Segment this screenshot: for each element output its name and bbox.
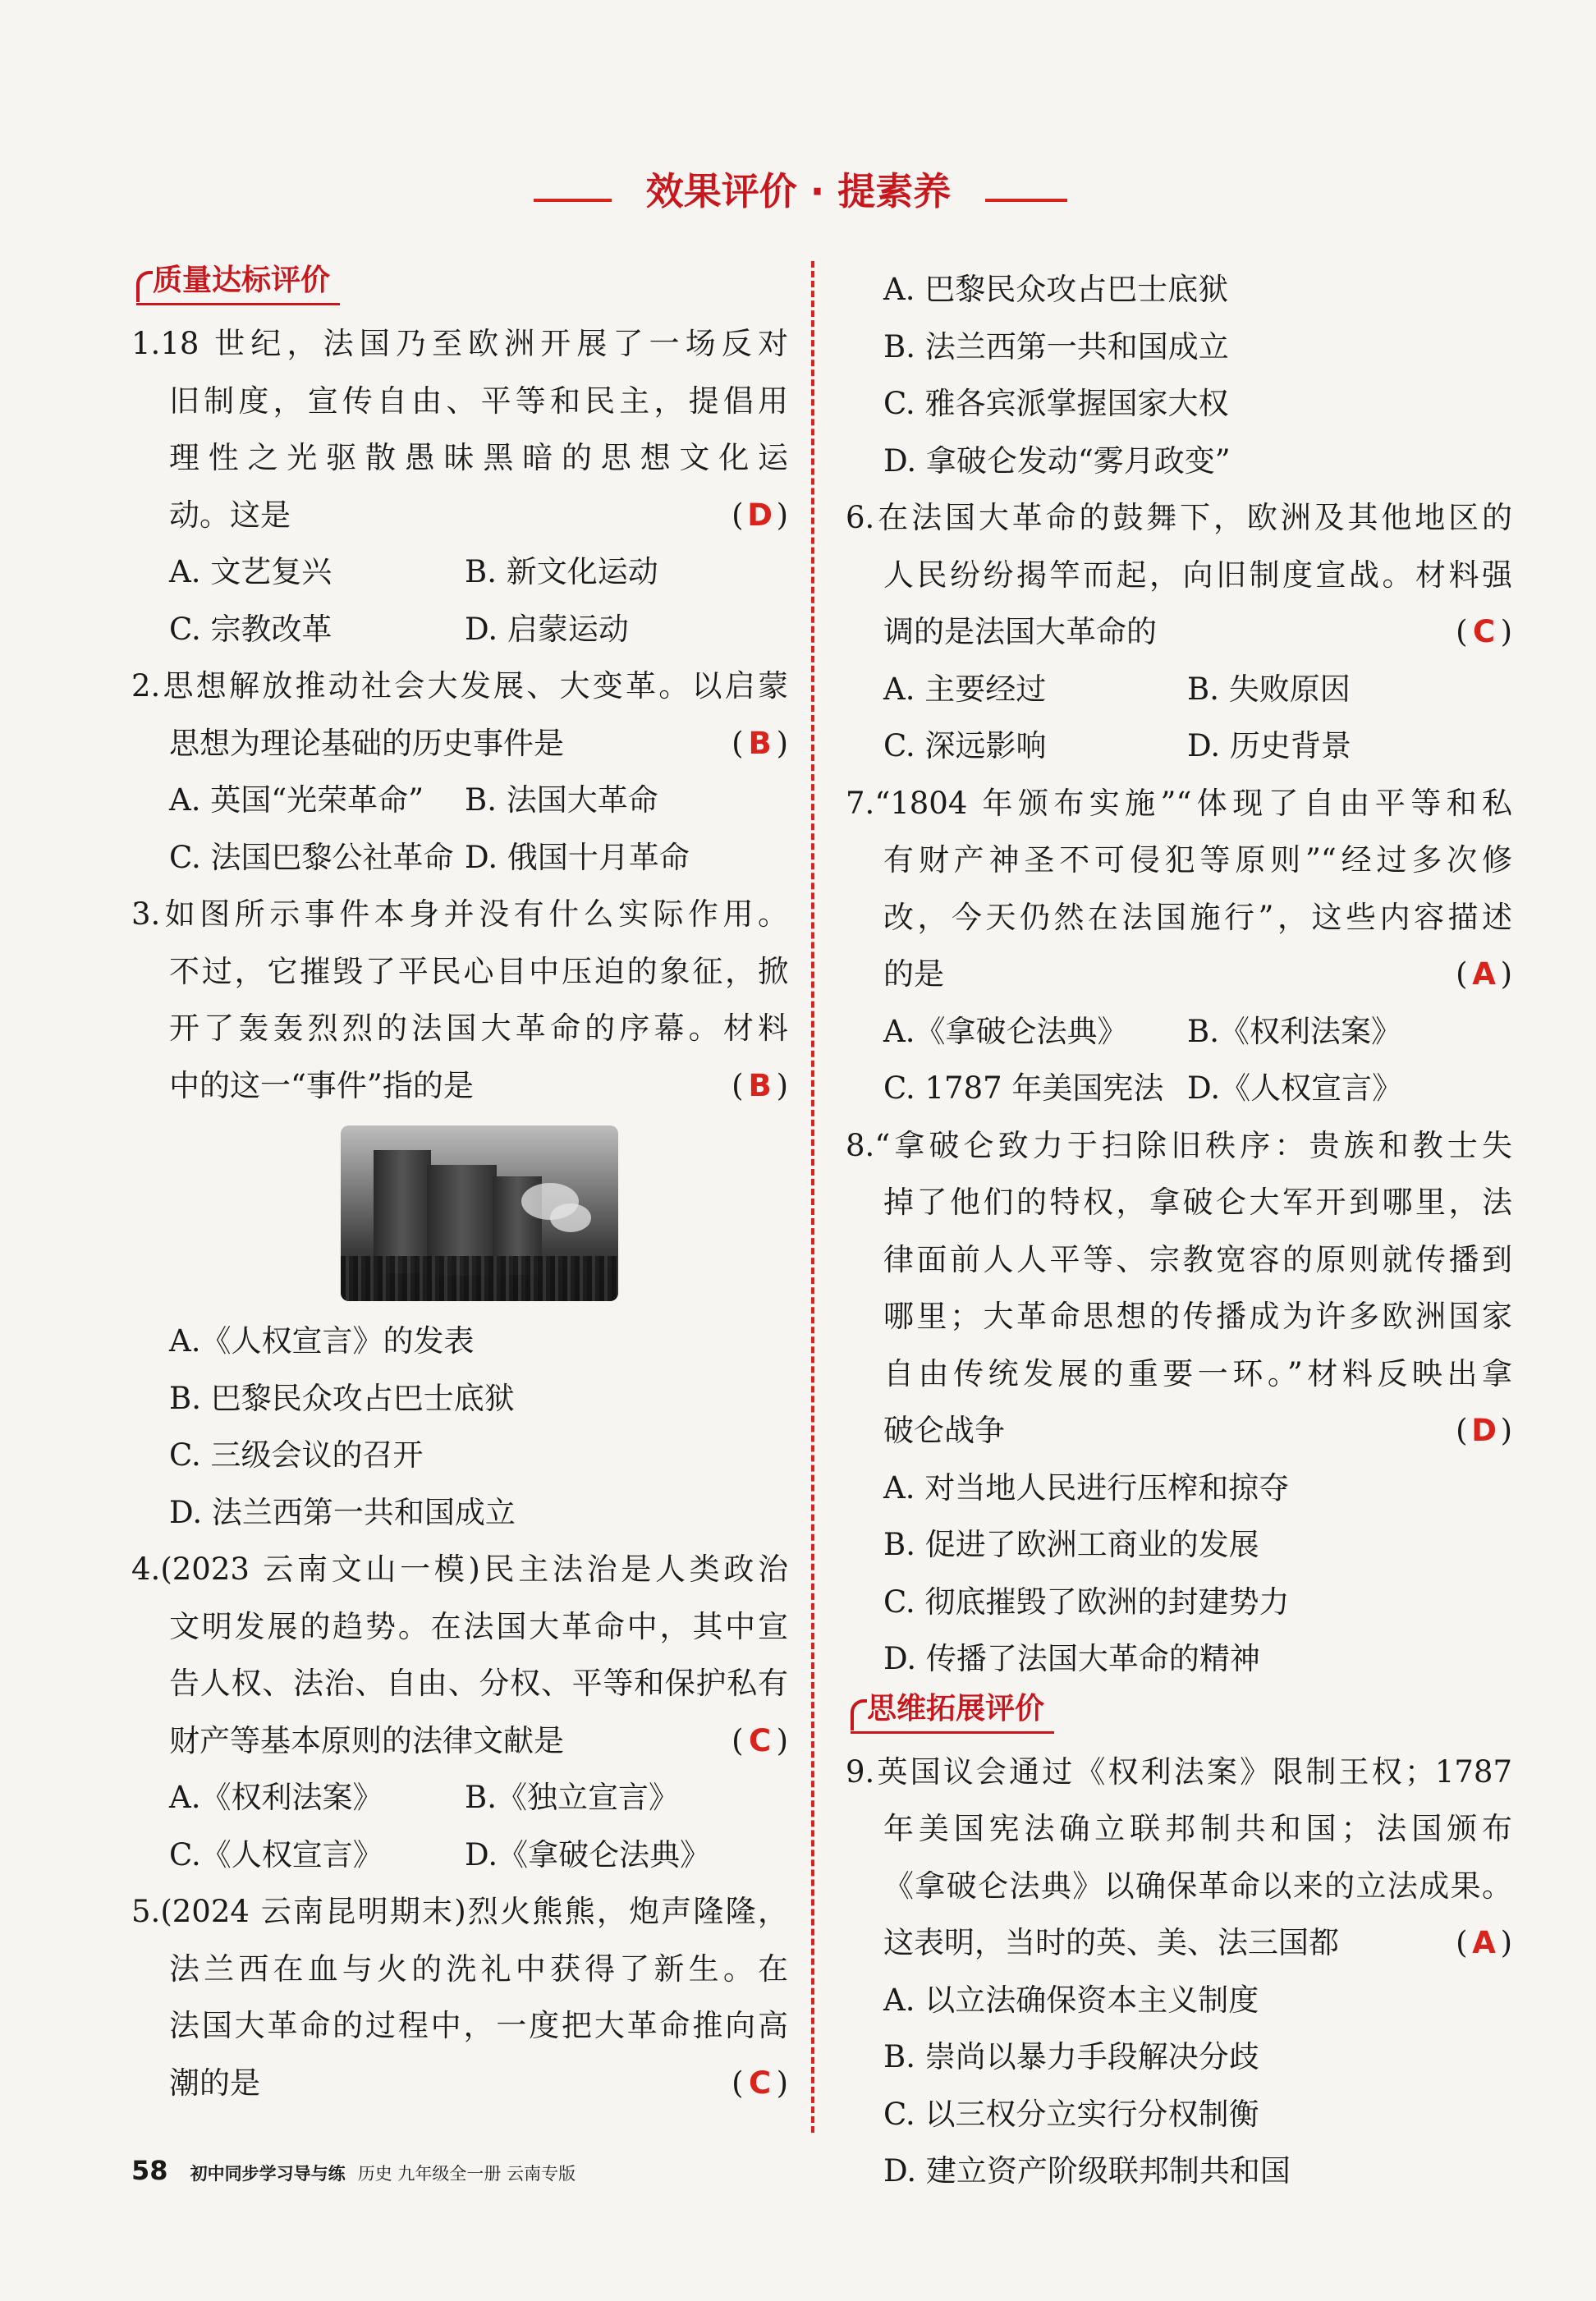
question-text: 告人权、法治、自由、分权、平等和保护私有 <box>169 1666 788 1701</box>
question-text: 如图所示事件本身并没有什么实际作用。 <box>160 896 788 932</box>
bastille-illustration <box>341 1125 618 1301</box>
option-b: B. 法国大革命 <box>465 782 658 818</box>
question-text: 不过，它摧毁了平民心目中压迫的象征，掀 <box>169 953 788 989</box>
question-number: 6. <box>846 500 875 535</box>
question-9 <box>846 1744 1512 2200</box>
answer-bracket: ( B ) <box>732 715 788 772</box>
question-3 <box>131 886 788 1541</box>
options-q5 <box>846 261 1512 489</box>
question-text: 法国大革命的过程中，一度把大革命推向高 <box>169 2008 788 2043</box>
answer-letter: A <box>1472 956 1496 992</box>
question-text: 财产等基本原则的法律文献是 <box>169 1722 564 1758</box>
option-b: B.《权利法案》 <box>1187 1013 1401 1049</box>
option-d: D. 启蒙运动 <box>465 611 629 647</box>
question-number: 2. <box>131 668 161 704</box>
section-thinking <box>846 1689 1512 1735</box>
answer-letter: A <box>1472 1925 1496 1960</box>
answer-bracket: ( A ) <box>1456 1914 1512 1972</box>
answer-bracket: ( D ) <box>732 487 788 544</box>
section-header <box>0 164 1596 222</box>
option-c: C. 深远影响 <box>883 728 1047 763</box>
question-1 <box>131 315 788 658</box>
answer-bracket: ( C ) <box>732 2055 788 2112</box>
question-text: (2023 云南文山一模)民主法治是人类政治 <box>160 1552 788 1587</box>
question-7 <box>846 775 1512 1117</box>
answer-letter: C <box>1472 614 1496 649</box>
answer-letter: D <box>1471 1413 1497 1448</box>
question-text: 有财产神圣不可侵犯等原则”“经过多次修 <box>883 842 1512 878</box>
question-text: 思想解放推动社会大发展、大变革。以启蒙 <box>160 668 788 704</box>
smoke <box>550 1203 591 1232</box>
option-c: C. 彻底摧毁了欧洲的封建势力 <box>883 1584 1290 1620</box>
right-column <box>846 261 1512 2200</box>
page-footer <box>131 2155 576 2186</box>
answer-letter: B <box>748 1067 772 1103</box>
title-rule-left <box>534 199 612 202</box>
option-b: B. 法兰西第一共和国成立 <box>883 328 1229 364</box>
option-a: A. 文艺复兴 <box>169 554 332 589</box>
question-number: 8. <box>846 1127 875 1163</box>
question-text: 的是 <box>883 956 944 992</box>
options <box>846 661 1512 775</box>
question-number: 1. <box>131 326 161 361</box>
question-text: 改，今天仍然在法国施行”，这些内容描述 <box>883 899 1512 935</box>
fortress-tower <box>374 1150 431 1273</box>
question-number: 5. <box>131 1894 161 1929</box>
option-a: A.《人权宣言》的发表 <box>169 1323 475 1359</box>
question-number: 3. <box>131 896 161 932</box>
answer-letter: C <box>748 1722 772 1758</box>
question-2 <box>131 658 788 886</box>
answer-letter: B <box>748 725 772 761</box>
options <box>846 1972 1512 2200</box>
question-text: “1804 年颁布实施”“体现了自由平等和私 <box>874 785 1512 821</box>
option-d: D. 建立资产阶级联邦制共和国 <box>883 2153 1291 2189</box>
section-label-thinking: 思维拓展评价 <box>846 1689 1054 1732</box>
question-text: 人民纷纷揭竿而起，向旧制度宣战。材料强 <box>883 557 1512 593</box>
options <box>846 1460 1512 1688</box>
option-a: A.《权利法案》 <box>169 1780 383 1815</box>
answer-bracket: ( C ) <box>1456 603 1512 661</box>
question-text: 掉了他们的特权，拿破仑大军开到哪里，法 <box>883 1185 1512 1220</box>
question-text: 律面前人人平等、宗教宽容的原则就传播到 <box>883 1241 1512 1277</box>
option-a: A.《拿破仑法典》 <box>883 1013 1128 1049</box>
question-text: 年美国宪法确立联邦制共和国；法国颁布 <box>883 1811 1512 1846</box>
option-a: A. 英国“光荣革命” <box>169 782 424 818</box>
option-b: B.《独立宣言》 <box>465 1780 679 1815</box>
answer-bracket: ( D ) <box>1456 1402 1512 1460</box>
page-title: 效果评价 · 提素养 <box>612 164 985 222</box>
option-c: C. 宗教改革 <box>169 611 332 647</box>
question-number: 9. <box>846 1753 875 1790</box>
page-number: 58 <box>131 2155 168 2186</box>
question-text: 法兰西在血与火的洗礼中获得了新生。在 <box>169 1950 788 1987</box>
book-subtitle: 历史 九年级全一册 云南专版 <box>357 2164 576 2184</box>
option-c: C. 法国巴黎公社革命 <box>169 839 454 875</box>
left-column <box>131 261 788 2111</box>
option-d: D. 拿破仑发动“雾月政变” <box>883 442 1231 479</box>
answer-bracket: ( C ) <box>732 1712 788 1770</box>
question-text: “拿破仑致力于扫除旧秩序：贵族和教士失 <box>874 1127 1512 1163</box>
option-d: D.《拿破仑法典》 <box>465 1836 711 1872</box>
book-title: 初中同步学习导与练 <box>190 2164 346 2184</box>
question-number: 7. <box>846 785 875 821</box>
question-text: 旧制度，宣传自由、平等和民主，提倡用 <box>169 383 788 419</box>
question-text: 18 世纪，法国乃至欧洲开展了一场反对 <box>160 326 788 361</box>
question-text: 中的这一“事件”指的是 <box>169 1067 474 1103</box>
question-5 <box>131 1883 788 2111</box>
question-text: 动。这是 <box>169 497 291 533</box>
options <box>846 1003 1512 1117</box>
option-a: A. 巴黎民众攻占巴士底狱 <box>883 272 1229 307</box>
option-c: C. 三级会议的召开 <box>169 1437 424 1473</box>
answer-bracket: ( B ) <box>732 1057 788 1115</box>
option-a: A. 对当地人民进行压榨和掠夺 <box>883 1469 1290 1506</box>
options <box>131 543 788 658</box>
question-text: 理性之光驱散愚昧黑暗的思想文化运 <box>169 440 788 475</box>
question-6 <box>846 489 1512 775</box>
question-number: 4. <box>131 1552 161 1587</box>
title-rule-right <box>985 199 1067 202</box>
option-c: C. 雅各宾派掌握国家大权 <box>883 386 1229 421</box>
section-label-quality: 质量达标评价 <box>131 261 340 304</box>
question-text: (2024 云南昆明期末)烈火熊熊，炮声隆隆， <box>160 1894 788 1929</box>
question-text: 调的是法国大革命的 <box>883 614 1157 649</box>
crowd <box>341 1256 618 1301</box>
option-b: B. 失败原因 <box>1187 671 1351 707</box>
answer-letter: D <box>747 497 773 533</box>
question-text: 英国议会通过《权利法案》限制王权；1787 <box>874 1753 1512 1790</box>
option-b: B. 促进了欧洲工商业的发展 <box>883 1527 1259 1562</box>
option-d: D. 传播了法国大革命的精神 <box>883 1641 1260 1676</box>
option-d: D. 历史背景 <box>1187 728 1351 763</box>
question-text: 自由传统发展的重要一环。”材料反映出拿 <box>883 1355 1512 1391</box>
option-a: A. 以立法确保资本主义制度 <box>883 1982 1259 2018</box>
option-c: C. 1787 年美国宪法 <box>883 1070 1164 1106</box>
question-8 <box>846 1117 1512 1688</box>
question-text: 文明发展的趋势。在法国大革命中，其中宣 <box>169 1608 788 1644</box>
question-text: 开了轰轰烈烈的法国大革命的序幕。材料 <box>169 1011 788 1046</box>
options <box>131 772 788 886</box>
option-b: B. 巴黎民众攻占巴士底狱 <box>169 1380 515 1416</box>
options <box>131 1769 788 1883</box>
question-text: 潮的是 <box>169 2065 260 2101</box>
section-quality <box>131 261 788 307</box>
question-4 <box>131 1541 788 1883</box>
option-c: C. 以三权分立实行分权制衡 <box>883 2096 1259 2132</box>
option-d: D. 法兰西第一共和国成立 <box>169 1494 516 1530</box>
question-text: 这表明，当时的英、美、法三国都 <box>883 1925 1339 1960</box>
answer-letter: C <box>748 2065 772 2101</box>
question-text: 《拿破仑法典》以确保革命以来的立法成果。 <box>883 1868 1512 1904</box>
option-d: D. 俄国十月革命 <box>465 839 690 875</box>
question-text: 哪里；大革命思想的传播成为许多欧洲国家 <box>883 1299 1512 1334</box>
question-text: 在法国大革命的鼓舞下，欧洲及其他地区的 <box>874 500 1512 535</box>
option-b: B. 崇尚以暴力手段解决分歧 <box>883 2039 1259 2074</box>
options <box>131 1313 788 1541</box>
answer-bracket: ( A ) <box>1456 946 1512 1003</box>
question-text: 思想为理论基础的历史事件是 <box>169 725 564 761</box>
column-divider <box>811 261 814 2133</box>
question-text: 破仑战争 <box>883 1413 1005 1448</box>
option-c: C.《人权宣言》 <box>169 1836 383 1872</box>
option-b: B. 新文化运动 <box>465 554 658 589</box>
option-a: A. 主要经过 <box>883 671 1047 707</box>
option-d: D.《人权宣言》 <box>1187 1070 1403 1106</box>
